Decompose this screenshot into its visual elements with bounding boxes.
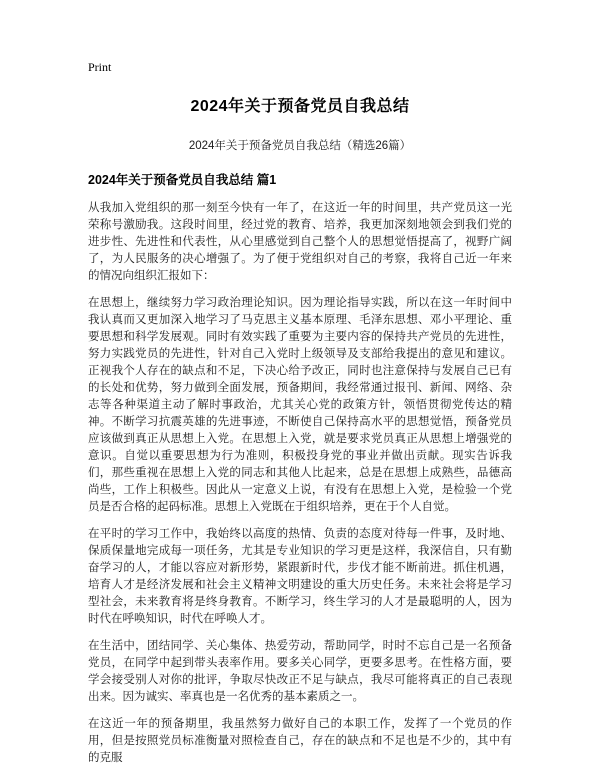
section-heading: 2024年关于预备党员自我总结 篇1 [88, 173, 277, 187]
paragraph-review: 在这近一年的预备期里，我虽然努力做好自己的本职工作，发挥了一个党员的作用，但是按照党员标准衡量对照检查自己，存在的缺点和不足也是不少的，其中有的克服 [88, 718, 512, 764]
document-body [88, 200, 512, 767]
print-button[interactable]: Print [88, 60, 112, 74]
paragraph-intro: 从我加入党组织的那一刻至今快有一年了，在这近一年的时间里，共产党员这一光荣称号激励我。这段时间里，经过党的教育、培养，我更加深刻地领会到我们党的进步性、先进性和代表性，从心里感觉到自己整个人的思想觉悟提高了，视野广阔了，为人民服务的决心增强了。为了便于党组织对自己的考察，我将自己近一年来的情况向组织汇报如下： [88, 202, 512, 282]
paragraph-life: 在生活中，团结同学、关心集体、热爱劳动，帮助同学，时时不忘自己是一名预备党员，在同学中起到带头表率作用。要多关心同学，更要多思考。在性格方面，要学会接受别人对你的批评，争取尽快改正不足与缺点，我尽可能将真正的自己表现出来。因为诚实、率真也是一名优秀的基本素质之一。 [88, 640, 512, 703]
paragraph-study: 在平时的学习工作中，我始终以高度的热情、负责的态度对待每一件事，及时地、保质保量地完成每一项任务，尤其是专业知识的学习更是这样，我深信自，只有勤奋学习的人，才能以容应对新形势，紧跟新时代，步伐才能不断前进。抓住机遇，培育人才是经济发展和社会主义精神文明建设的重大历史任务。未来社会将是学习型社会，未来教育将是终身教育。不断学习，终生学习的人才是最聪明的人，因为时代在呼唤知识，时代在呼唤人才。 [88, 528, 512, 625]
document-title: 2024年关于预备党员自我总结 [190, 98, 410, 115]
paragraph-thought: 在思想上，继续努力学习政治理论知识。因为理论指导实践，所以在这一年时间中我认真而又更加深入地学习了马克思主义基本原理、毛泽东思想、邓小平理论、重要思想和科学发展观。同时有效实践了重要为主要内容的保持共产党员的先进性，努力实践党员的先进性，针对自己入党时上级领导及支部给我提出的意见和建议。正视我个人存在的缺点和不足，下决心给予改正，同时也注意保持与发展自己已有的长处和优势，努力做到全面发展，预备期间，我经常通过报刊、新闻、网络、杂志等各种渠道主动了解时事政治，尤其关心党的政策方针，领悟贯彻党传达的精神。不断学习抗震英雄的先进事迹，不断使自己保持高水平的思想觉悟，预备党员应该做到真正从思想上入党。在思想上入党，就是要求党员真正从思想上增强党的意识。自觉以重要思想为行为准则，积极投身党的事业并做出贡献。现实告诉我们，那些重视在思想上入党的同志和其他人比起来，总是在思想上成熟些，品德高尚些，工作上积极些。因此从一定意义上说，有没有在思想上入党，是检验一个党员是否合格的起码标准。思想上入党既在于组织培养，更在于个人自觉。 [88, 297, 512, 513]
document-subtitle: 2024年关于预备党员自我总结（精选26篇） [188, 140, 412, 152]
